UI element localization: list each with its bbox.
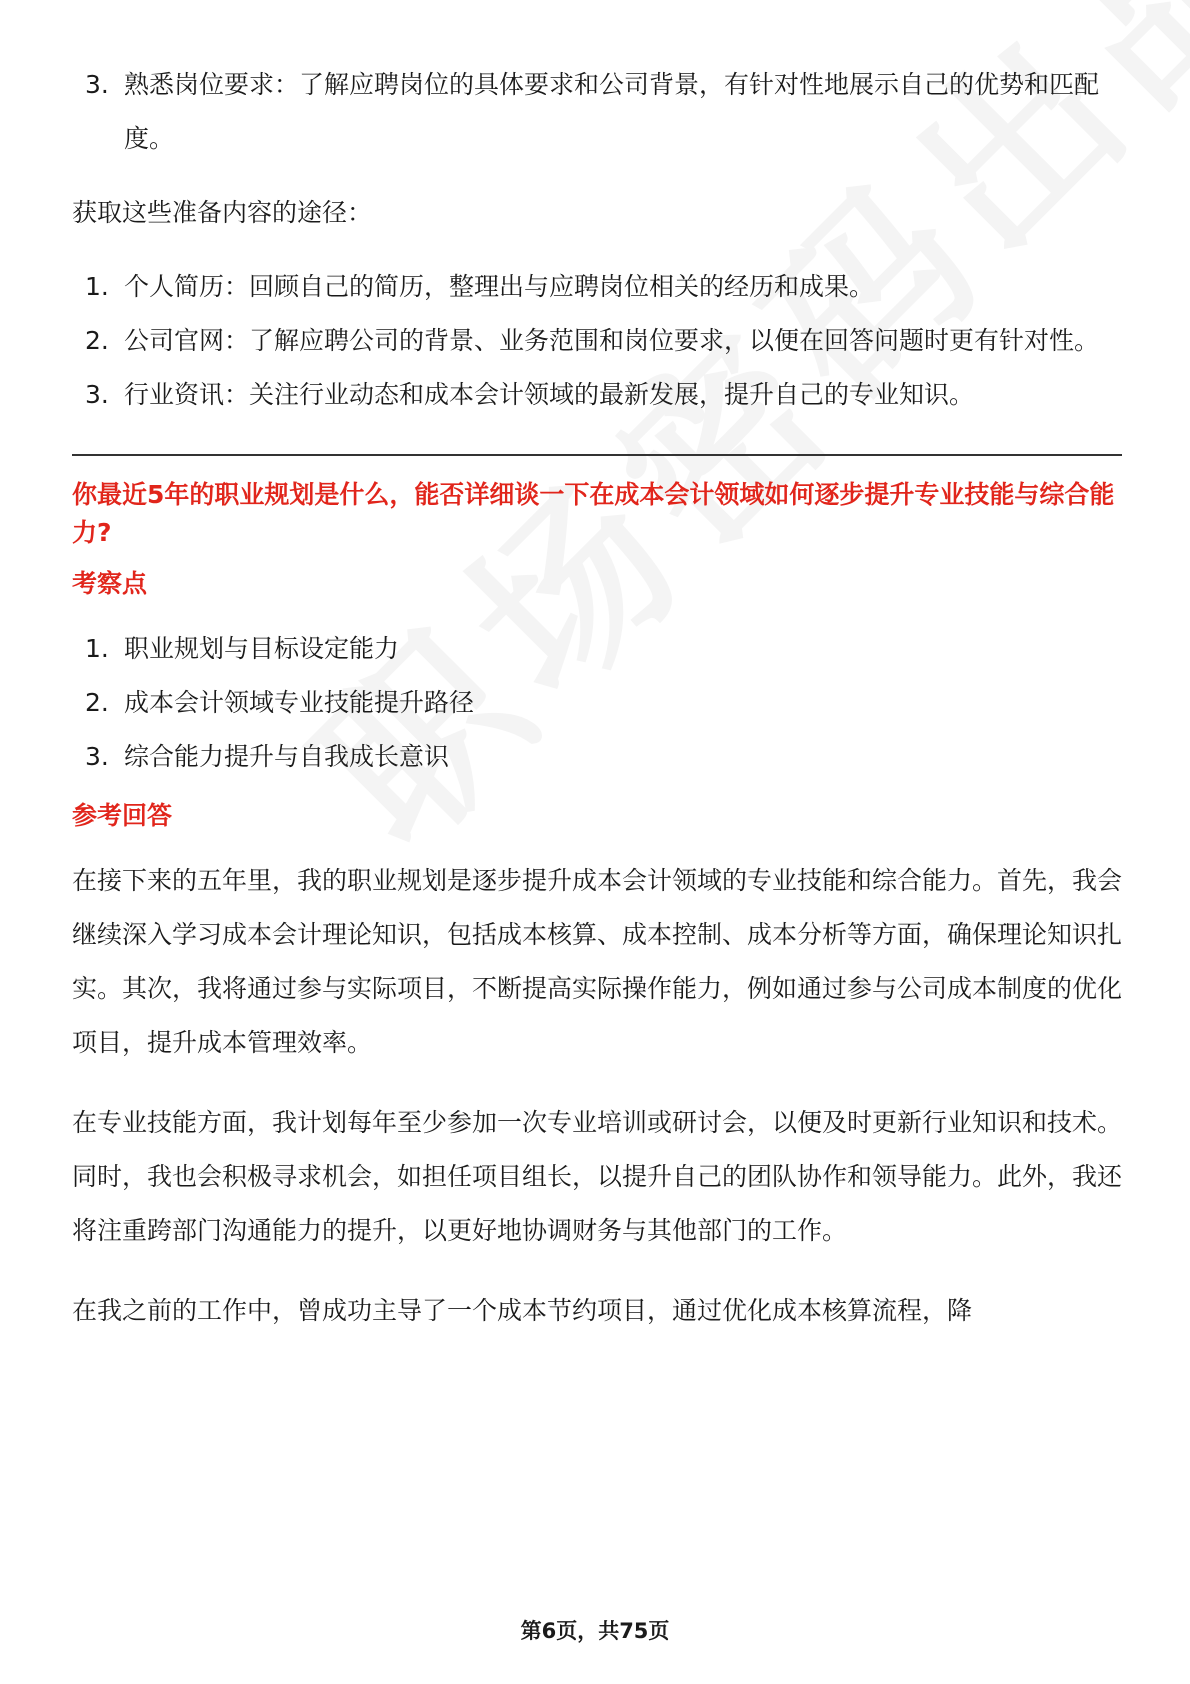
page-content (72, 58, 1122, 1338)
list-number: 3. (85, 742, 109, 771)
list-number: 3. (85, 380, 109, 409)
sources-title: 获取这些准备内容的途径： (72, 198, 373, 227)
section-divider (72, 454, 1122, 456)
list-number: 1. (85, 272, 109, 301)
list-text: 个人简历：回顾自己的简历，整理出与应聘岗位相关的经历和成果。 (124, 272, 875, 301)
sources-list (72, 260, 1122, 422)
answer-paragraph: 在专业技能方面，我计划每年至少参加一次专业培训或研讨会，以便及时更新行业知识和技术。同时，我也会积极寻求机会，如担任项目组长，以提升自己的团队协作和领导能力。此外，我还将注重跨部门沟通能力的提升，以更好地协调财务与其他部门的工作。 (72, 1108, 1123, 1245)
list-item (72, 730, 1122, 784)
list-number: 3. (85, 70, 109, 99)
intro-list (72, 58, 1122, 166)
list-item (72, 676, 1122, 730)
question-heading: 你最近5年的职业规划是什么，能否详细谈一下在成本会计领域如何逐步提升专业技能与综合能力? (72, 480, 1115, 547)
points-heading: 考察点 (72, 569, 148, 598)
list-text: 成本会计领域专业技能提升路径 (124, 688, 475, 717)
list-item (72, 260, 1122, 314)
list-item (72, 622, 1122, 676)
list-text: 综合能力提升与自我成长意识 (124, 742, 450, 771)
list-number: 2. (85, 326, 109, 355)
list-text: 职业规划与目标设定能力 (124, 634, 400, 663)
page-number: 第6页，共75页 (520, 1619, 670, 1643)
list-item (72, 368, 1122, 422)
list-text: 熟悉岗位要求：了解应聘岗位的具体要求和公司背景，有针对性地展示自己的优势和匹配度。 (124, 70, 1100, 153)
list-text: 行业资讯：关注行业动态和成本会计领域的最新发展，提升自己的专业知识。 (124, 380, 975, 409)
answer-paragraph: 在接下来的五年里，我的职业规划是逐步提升成本会计领域的专业技能和综合能力。首先，我会继续深入学习成本会计理论知识，包括成本核算、成本控制、成本分析等方面，确保理论知识扎实。其次，我将通过参与实际项目，不断提高实际操作能力，例如通过参与公司成本制度的优化项目，提升成本管理效率。 (72, 866, 1123, 1057)
points-list (72, 622, 1122, 784)
answer-paragraph: 在我之前的工作中，曾成功主导了一个成本节约项目，通过优化成本核算流程，降 (72, 1296, 973, 1325)
list-item (72, 314, 1122, 368)
list-number: 2. (85, 688, 109, 717)
answer-heading: 参考回答 (72, 801, 173, 830)
list-text: 公司官网：了解应聘公司的背景、业务范围和岗位要求，以便在回答问题时更有针对性。 (124, 326, 1100, 355)
list-number: 1. (85, 634, 109, 663)
list-item (72, 58, 1122, 166)
